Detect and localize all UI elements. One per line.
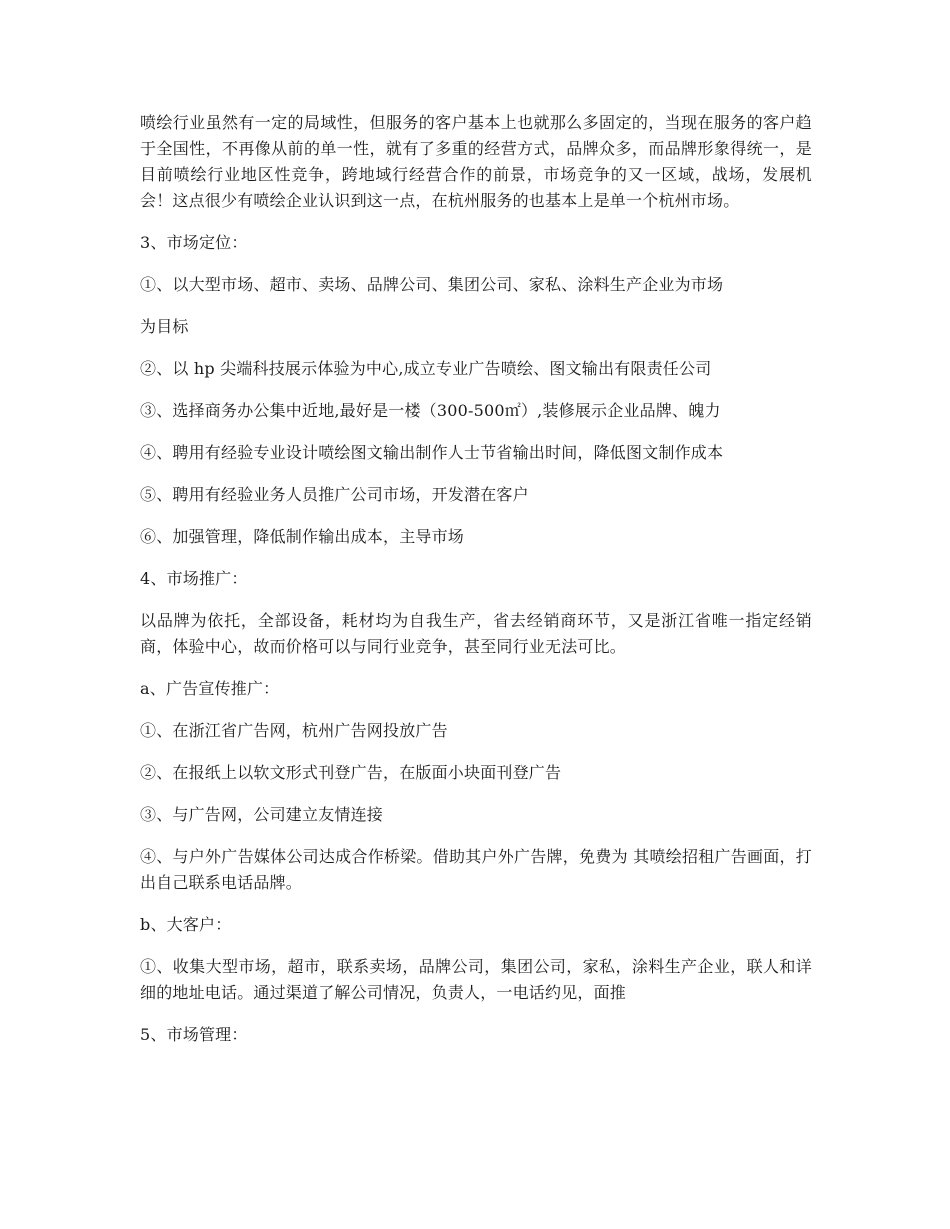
subheading-advertising: a、广告宣传推广： (140, 679, 280, 698)
subheading-key-clients: b、大客户： (140, 915, 232, 934)
list-item: ②、在报纸上以软文形式刊登广告，在版面小块面刊登广告 (140, 763, 562, 782)
list-item: ④、聘用有经验专业设计喷绘图文输出制作人士节省输出时间，降低图文制作成本 (140, 443, 724, 462)
list-item: ⑤、聘用有经验业务人员推广公司市场，开发潜在客户 (140, 485, 529, 504)
list-item: ④、与户外广告媒体公司达成合作桥梁。借助其户外广告牌，免费为 其喷绘招租广告画面，打出自己联系电话品牌。 (140, 847, 812, 892)
list-item: ②、以 hp 尖端科技展示体验为中心,成立专业广告喷绘、图文输出有限责任公司 (140, 359, 712, 378)
heading-market-management: 5、市场管理： (140, 1025, 248, 1044)
list-item: ①、收集大型市场，超市，联系卖场，品牌公司，集团公司，家私，涂料生产企业，联人和详细的地址电话。通过渠道了解公司情况，负责人，一电话约见，面推 (140, 957, 812, 1002)
list-item: ①、在浙江省广告网，杭州广告网投放广告 (140, 721, 448, 740)
paragraph-intro: 喷绘行业虽然有一定的局域性，但服务的客户基本上也就那么多固定的，当现在服务的客户趋于全国性，不再像从前的单一性，就有了多重的经营方式，品牌众多，而品牌形象得统一，是目前喷绘行业地区性竞争，跨地域行经营合作的前景，市场竞争的又一区域，战场，发展机会！这点很少有喷绘企业认识到这一点，在杭州服务的也基本上是单一个杭州市场。 (140, 113, 812, 210)
paragraph-promotion: 以品牌为依托，全部设备，耗材均为自我生产，省去经销商环节，又是浙江省唯一指定经销商，体验中心，故而价格可以与同行业竞争，甚至同行业无法可比。 (140, 611, 812, 656)
document-page (140, 110, 812, 1064)
heading-market-positioning: 3、市场定位： (140, 233, 248, 252)
list-item: ③、与广告网，公司建立友情连接 (140, 805, 384, 824)
list-item: ⑥、加强管理，降低制作输出成本，主导市场 (140, 527, 465, 546)
list-item: ③、选择商务办公集中近地,最好是一楼（300-500㎡）,装修展示企业品牌、魄力 (140, 401, 721, 420)
heading-market-promotion: 4、市场推广： (140, 569, 248, 588)
list-item-continuation: 为目标 (140, 317, 189, 336)
list-item: ①、以大型市场、超市、卖场、品牌公司、集团公司、家私、涂料生产企业为市场 (140, 275, 724, 294)
